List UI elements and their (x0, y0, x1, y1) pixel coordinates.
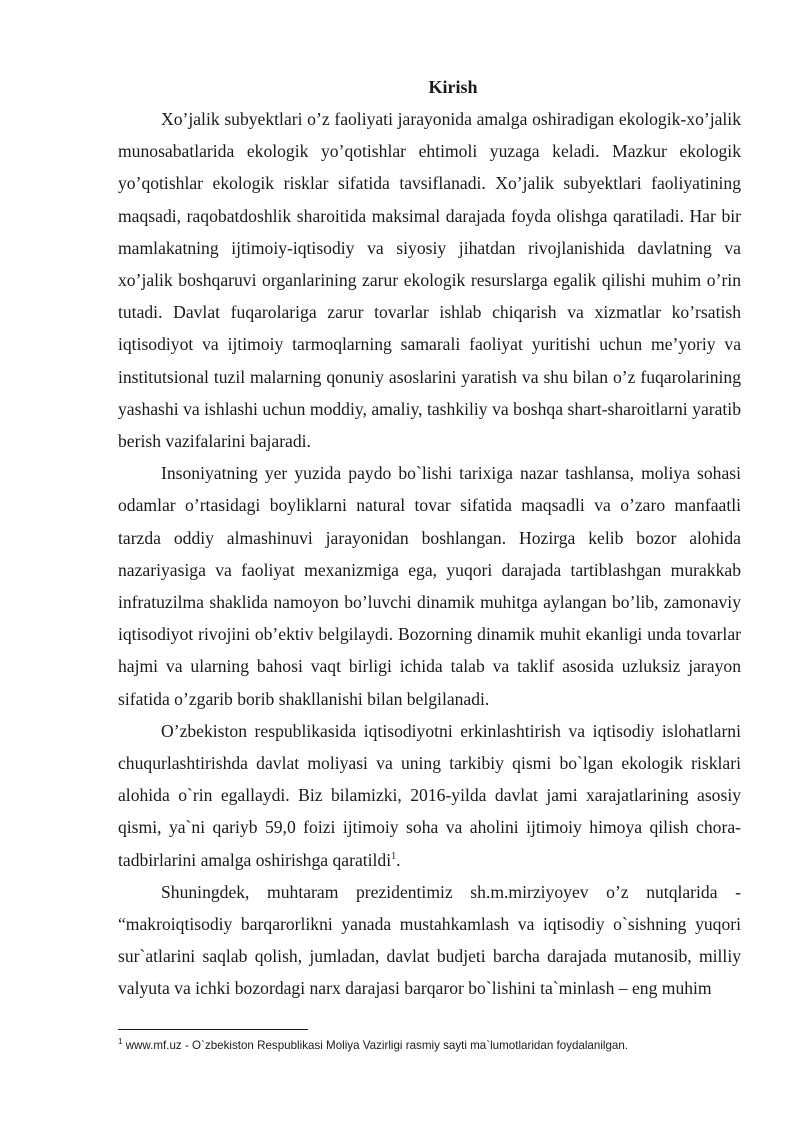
paragraph-3-end: . (396, 849, 401, 870)
paragraph-3-text: O’zbekiston respublikasida iqtisodiyotni erkinlashtirish va iqtisodiy islohatlarni chuqurlashtirishda davlat moliyasi va uning tarkibiy qismi bo`lgan ekologik risklari alohida o`rin egallaydi. Biz bilamizki, 2016-yilda davlat jami xarajatlarining asosiy qismi, ya`ni qariyb 59,0 foizi ijtimoiy soha va aholini ijtimoiy himoya qilish chora-tadbirlarini amalga oshirishga qaratildi (118, 720, 741, 870)
paragraph-4: Shuningdek, muhtaram prezidentimiz sh.m.mirziyoyev o’z nutqlarida - “makroiqtisodiy barqarorlikni yanada mustahkamlash va iqtisodiy o`sishning yuqori sur`atlarini saqlab qolish, jumladan, davlat budjeti barcha darajada mutanosib, milliy valyuta va ichki bozordagi narx darajasi barqaror bo`lishini ta`minlash – eng muhim (118, 881, 741, 999)
footnote-separator (118, 1029, 308, 1030)
footnote-text: www.mf.uz - O`zbekiston Respublikasi Moliya Vazirligi rasmiy sayti ma`lumotlaridan foydalanilgan. (122, 1039, 629, 1052)
paragraph-1: Xo’jalik subyektlari o’z faoliyati jarayonida amalga oshiradigan ekologik-xo’jalik munosabatlarida ekologik yo’qotishlar ehtimoli yuzaga keladi. Mazkur ekologik yo’qotishlar ekologik risklar sifatida tavsiflanadi. Xo’jalik subyektlari faoliyatining maqsadi, raqobatdoshlik sharoitida maksimal darajada foyda olishga qaratiladi. Har bir mamlakatning ijtimoiy-iqtisodiy va siyosiy jihatdan rivojlanishida davlatning va xo’jalik boshqaruvi organlarining zarur ekologik resurslarga egalik qilishi muhim o’rin tutadi. Davlat fuqarolariga zarur tovarlar ishlab chiqarish va xizmatlar ko’rsatish iqtisodiyot va ijtimoiy tarmoqlarning samarali faoliyat yuritishi uchun me’yoriy va institutsional tuzil malarning qonuniy asoslarini yaratish va shu bilan o’z fuqarolarining yashashi va ishlashi uchun moddiy, amaliy, tashkiliy va boshqa shart-sharoitlarni yaratib berish vazifalarini bajaradi. (118, 109, 741, 452)
document-body (118, 103, 741, 1005)
footnote-number: 1 (118, 1037, 123, 1047)
footnote (118, 1038, 758, 1054)
paragraph-2: Insoniyatning yer yuzida paydo bo`lishi tarixiga nazar tashlansa, moliya sohasi odamlar o’rtasidagi boyliklarni natural tovar sifatida maqsadli va o’zaro manfaatli tarzda oddiy almashinuvi jarayonidan boshlangan. Hozirga kelib bozor alohida nazariyasiga va faoliyat mexanizmiga ega, yuqori darajada tartiblashgan murakkab infratuzilma shaklida namoyon bo’luvchi dinamik muhitga aylangan bo’lib, zamonaviy iqtisodiyot rivojini ob’ektiv belgilaydi. Bozorning dinamik muhit ekanligi unda tovarlar hajmi va ularning bahosi vaqt birligi ichida talab va taklif asosida uzluksiz jarayon sifatida o’zgarib borib shakllanishi bilan belgilanadi. (118, 463, 741, 709)
footnote-reference[interactable]: 1 (391, 850, 397, 862)
paragraph-3 (118, 715, 741, 876)
page-title: Kirish (428, 77, 478, 97)
